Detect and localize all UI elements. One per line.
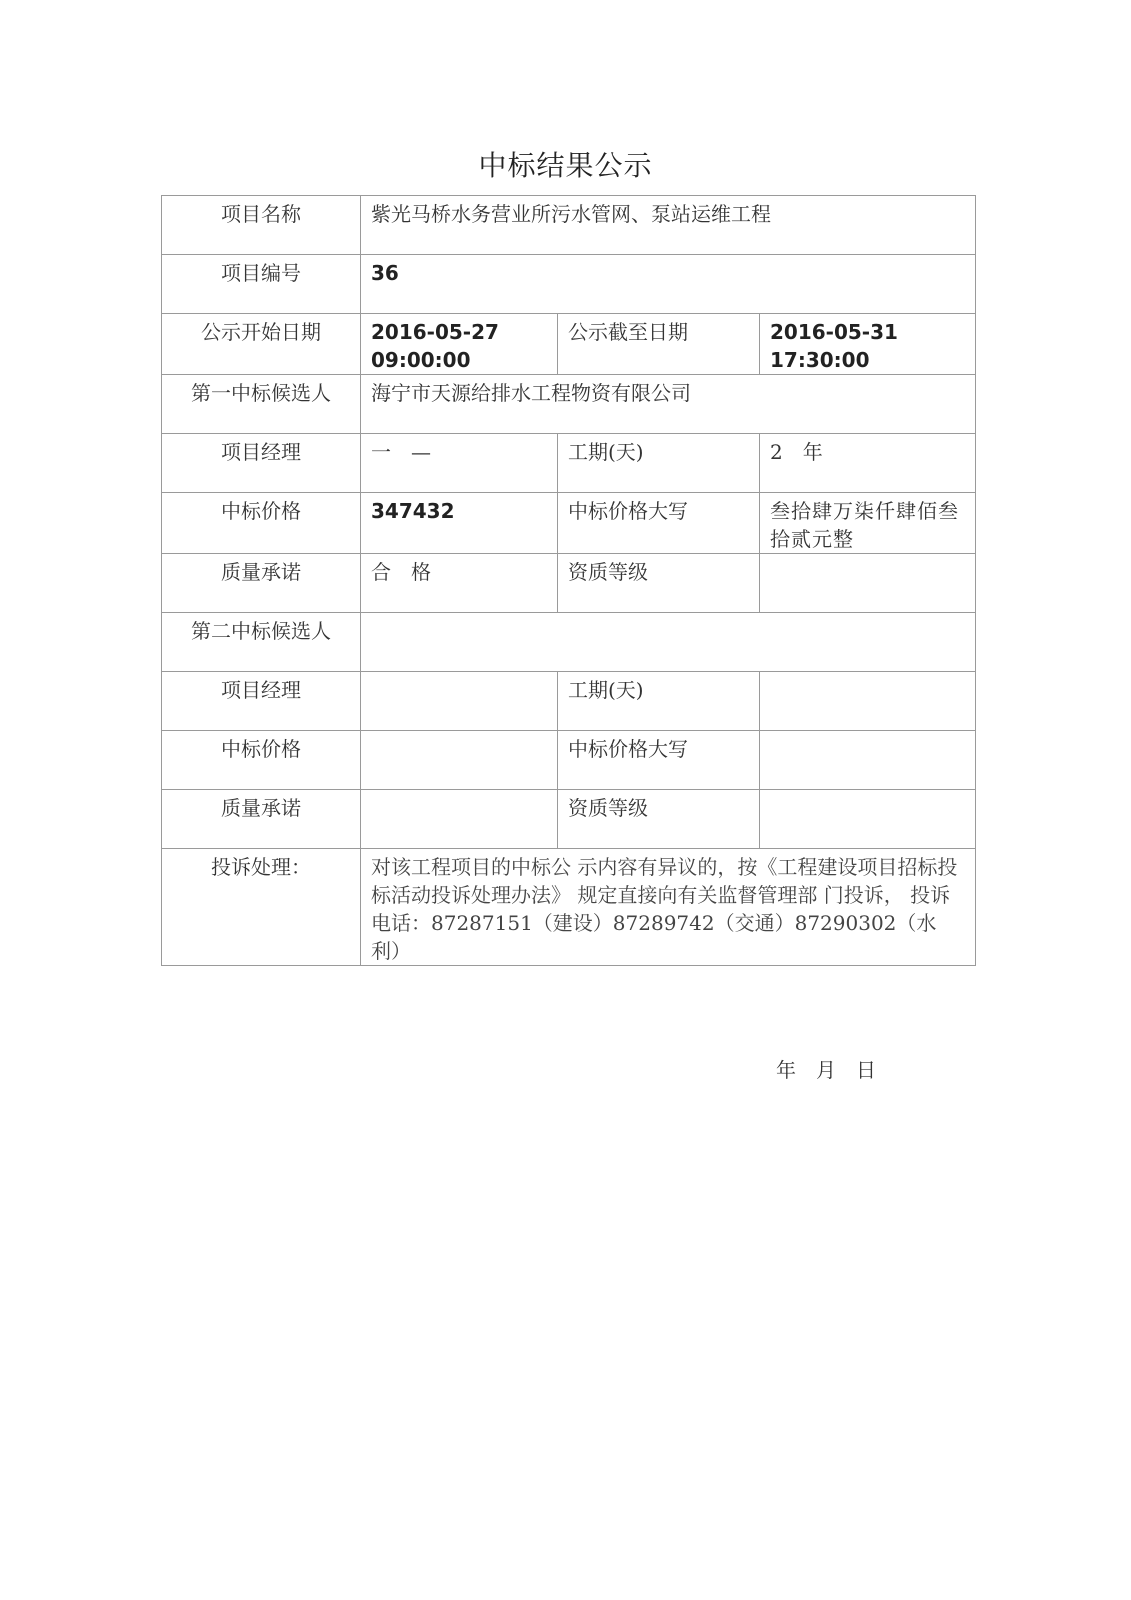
project-number-label: 项目编号 — [162, 255, 361, 314]
second-period-value — [760, 672, 976, 731]
project-number-value: 36 — [361, 255, 976, 314]
row-first-quality — [162, 554, 976, 613]
second-price-words-value — [760, 731, 976, 790]
project-name-value: 紫光马桥水务营业所污水管网、泵站运维工程 — [361, 196, 976, 255]
second-price-label: 中标价格 — [162, 731, 361, 790]
first-period-label: 工期(天) — [558, 434, 760, 493]
second-period-label: 工期(天) — [558, 672, 760, 731]
second-qualification-value — [760, 790, 976, 849]
first-candidate-name: 海宁市天源给排水工程物资有限公司 — [361, 375, 976, 434]
row-second-manager — [162, 672, 976, 731]
second-manager-value — [361, 672, 558, 731]
row-project-number — [162, 255, 976, 314]
publicity-start-label: 公示开始日期 — [162, 314, 361, 375]
row-second-price — [162, 731, 976, 790]
row-complaint — [162, 849, 976, 966]
publicity-start-value: 2016-05-27 09:00:00 — [361, 314, 558, 375]
row-first-manager — [162, 434, 976, 493]
page-title: 中标结果公示 — [478, 149, 653, 182]
complaint-text: 对该工程项目的中标公 示内容有异议的，按《工程建设项目招标投标活动投诉处理办法》 规定直接向有关监督管理部 门投诉， 投诉电话：87287151（建设）87289742（交通）87290302（水利） — [361, 849, 976, 966]
second-manager-label: 项目经理 — [162, 672, 361, 731]
first-price-words-label: 中标价格大写 — [558, 493, 760, 554]
publicity-end-value: 2016-05-31 17:30:00 — [760, 314, 976, 375]
second-price-value — [361, 731, 558, 790]
project-name-label: 项目名称 — [162, 196, 361, 255]
first-manager-value: 一 — — [361, 434, 558, 493]
row-first-candidate — [162, 375, 976, 434]
second-quality-label: 质量承诺 — [162, 790, 361, 849]
first-qualification-value — [760, 554, 976, 613]
publicity-end-label: 公示截至日期 — [558, 314, 760, 375]
first-period-value: 2 年 — [760, 434, 976, 493]
second-price-words-label: 中标价格大写 — [558, 731, 760, 790]
row-second-quality — [162, 790, 976, 849]
second-candidate-name — [361, 613, 976, 672]
row-project-name — [162, 196, 976, 255]
row-second-candidate — [162, 613, 976, 672]
complaint-label: 投诉处理： — [162, 849, 361, 966]
second-quality-value — [361, 790, 558, 849]
row-first-price — [162, 493, 976, 554]
bid-result-table — [161, 195, 976, 966]
second-candidate-label: 第二中标候选人 — [162, 613, 361, 672]
first-quality-label: 质量承诺 — [162, 554, 361, 613]
first-price-value: 347432 — [361, 493, 558, 554]
first-manager-label: 项目经理 — [162, 434, 361, 493]
signature-date: 年 月 日 — [776, 1058, 876, 1082]
first-quality-value: 合 格 — [361, 554, 558, 613]
first-qualification-label: 资质等级 — [558, 554, 760, 613]
first-price-words-value: 叁拾肆万柒仟肆佰叁拾贰元整 — [760, 493, 976, 554]
second-qualification-label: 资质等级 — [558, 790, 760, 849]
row-publicity-dates — [162, 314, 976, 375]
first-candidate-label: 第一中标候选人 — [162, 375, 361, 434]
first-price-label: 中标价格 — [162, 493, 361, 554]
